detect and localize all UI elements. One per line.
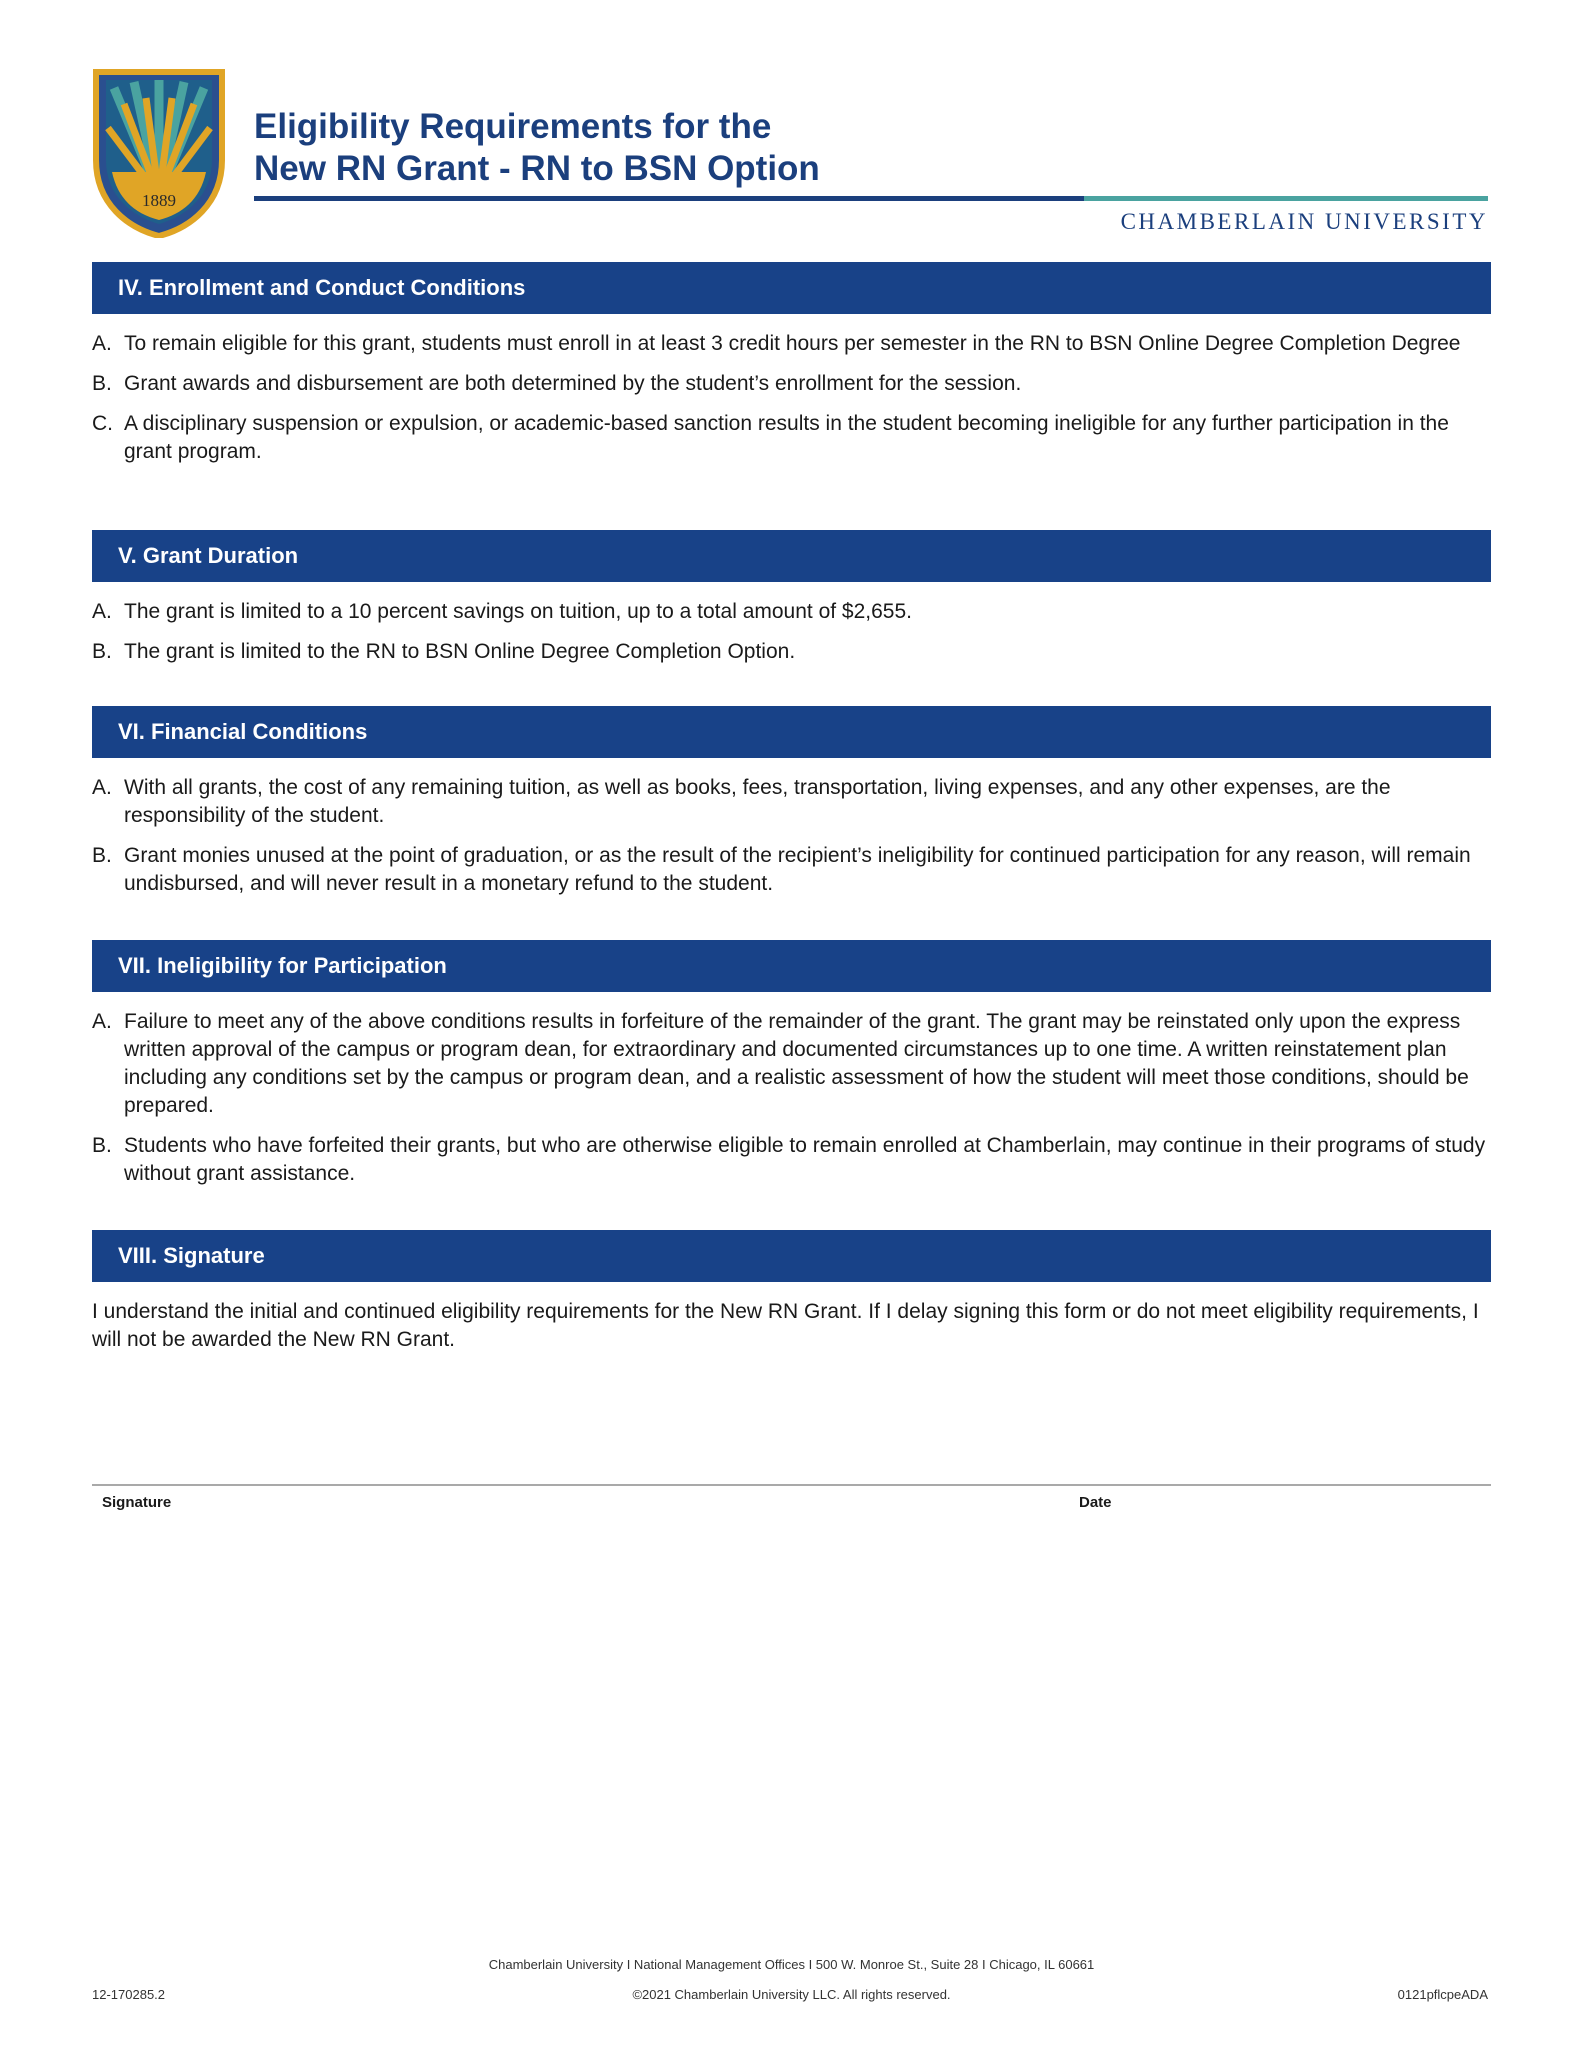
list-item	[92, 598, 1491, 626]
title-line-2: New RN Grant - RN to BSN Option	[254, 149, 820, 188]
item-text: Grant monies unused at the point of graduation, or as the result of the recipient’s ineligibility for continued participation for any reason, will remain undisbursed, and will never result in a monetary refund to the student.	[124, 844, 1471, 895]
section-financial-conditions	[92, 706, 1491, 910]
item-text: The grant is limited to the RN to BSN Online Degree Completion Option.	[124, 640, 796, 663]
section-header: V. Grant Duration	[92, 530, 1491, 582]
item-letter: A.	[92, 332, 112, 355]
section-signature	[92, 1230, 1491, 1354]
list-item	[92, 1008, 1491, 1120]
header-rule-navy	[254, 196, 1084, 201]
item-letter: C.	[92, 412, 113, 435]
section-enrollment-conduct	[92, 262, 1491, 478]
footer-address: Chamberlain University I National Management Offices I 500 W. Monroe St., Suite 28 I Chicago, IL 60661	[488, 1957, 1095, 1972]
university-crest-logo	[90, 68, 228, 238]
item-text: To remain eligible for this grant, students must enroll in at least 3 credit hours per semester in the RN to BSN Online Degree Completion Degree	[124, 332, 1461, 355]
list-item	[92, 638, 1491, 666]
item-letter: B.	[92, 1134, 112, 1157]
list-item	[92, 370, 1491, 398]
section-header: IV. Enrollment and Conduct Conditions	[92, 262, 1491, 314]
list-item	[92, 410, 1491, 466]
signature-statement: I understand the initial and continued eligibility requirements for the New RN Grant. If I delay signing this form or do not meet eligibility requirements, I will not be awarded the New RN Grant.	[92, 1300, 1479, 1351]
item-letter: B.	[92, 372, 112, 395]
list-item	[92, 1132, 1503, 1188]
section-ineligibility	[92, 940, 1503, 1200]
section-grant-duration	[92, 530, 1491, 678]
item-text: With all grants, the cost of any remaining tuition, as well as books, fees, transportation, living expenses, and any other expenses, are the responsibility of the student.	[124, 776, 1391, 827]
date-label: Date	[1079, 1494, 1112, 1511]
item-letter: B.	[92, 640, 112, 663]
footer-left-code: 12-170285.2	[92, 1987, 166, 2002]
item-letter: A.	[92, 1010, 112, 1033]
signature-label: Signature	[102, 1494, 172, 1511]
item-letter: A.	[92, 776, 112, 799]
item-letter: B.	[92, 844, 112, 867]
footer-copyright: ©2021 Chamberlain University LLC. All rights reserved.	[632, 1987, 951, 2002]
crest-year: 1889	[142, 191, 176, 210]
item-text: Failure to meet any of the above conditions results in forfeiture of the remainder of the grant. The grant may be reinstated only upon the express written approval of the campus or program dean, for extraordinary and documented circumstances up to one time. A written reinstatement plan including any conditions set by the campus or program dean, and a realistic assessment of how the student will meet those conditions, should be prepared.	[124, 1010, 1469, 1117]
item-letter: A.	[92, 600, 112, 623]
page-title	[254, 106, 820, 190]
item-text: Grant awards and disbursement are both determined by the student’s enrollment for the session.	[124, 372, 1022, 395]
list-item	[92, 330, 1491, 358]
section-header: VII. Ineligibility for Participation	[92, 940, 1491, 992]
item-text: The grant is limited to a 10 percent savings on tuition, up to a total amount of $2,655.	[124, 600, 912, 623]
list-item	[92, 842, 1491, 898]
title-line-1: Eligibility Requirements for the	[254, 107, 772, 146]
header-rule-teal	[1084, 196, 1488, 201]
list-item	[92, 774, 1491, 830]
section-header: VI. Financial Conditions	[92, 706, 1491, 758]
signature-line	[92, 1484, 1491, 1486]
brand-name: CHAMBERLAIN UNIVERSITY	[1120, 209, 1488, 234]
section-header: VIII. Signature	[92, 1230, 1491, 1282]
item-text: Students who have forfeited their grants, but who are otherwise eligible to remain enrolled at Chamberlain, may continue in their programs of study without grant assistance.	[124, 1134, 1503, 1185]
footer-right-code: 0121pflcpeADA	[1397, 1987, 1488, 2002]
item-text: A disciplinary suspension or expulsion, or academic-based sanction results in the student becoming ineligible for any further participation in the grant program.	[124, 412, 1449, 463]
